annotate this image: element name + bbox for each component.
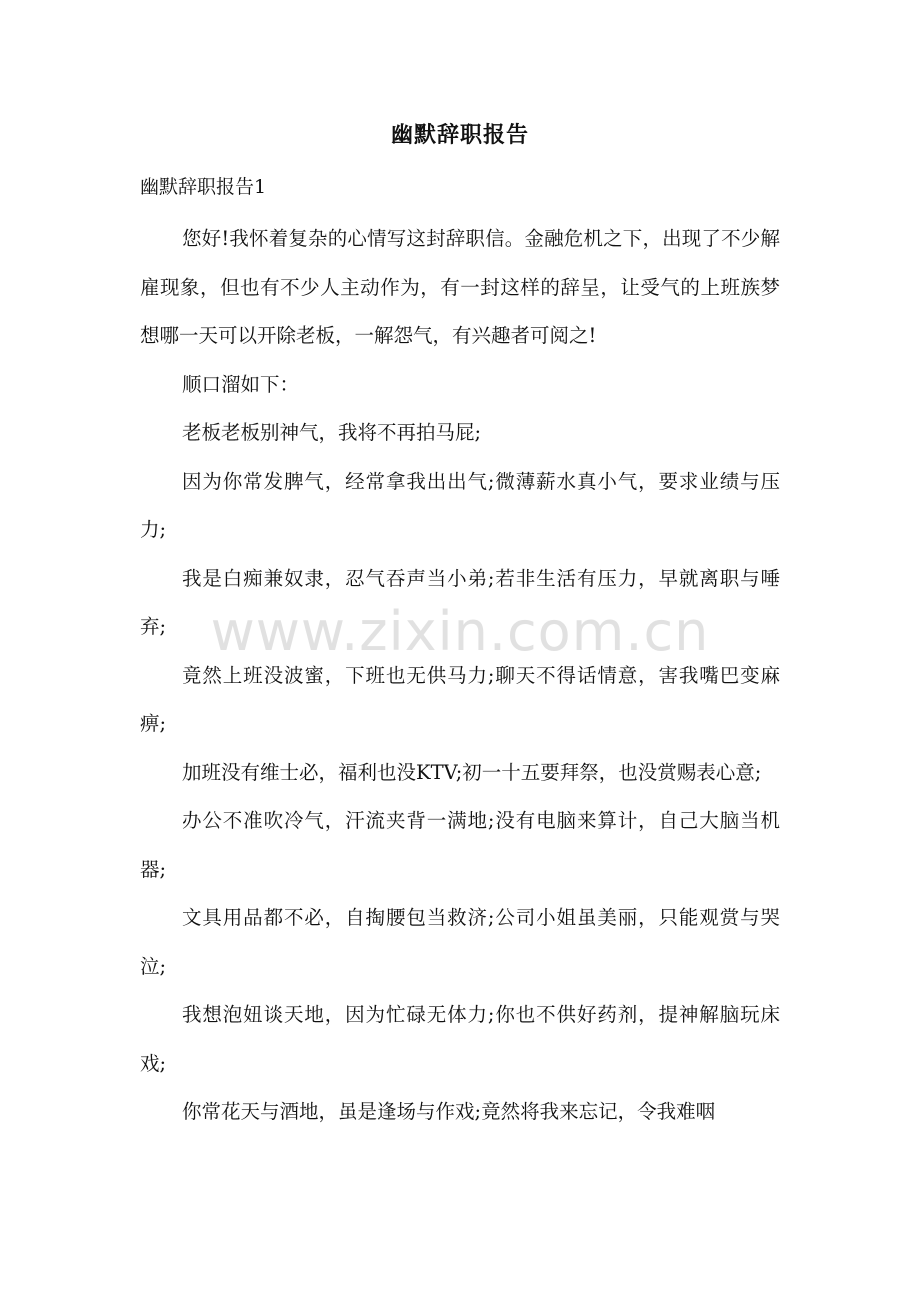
document-body xyxy=(140,215,780,1137)
paragraph: 竟然上班没波蜜，下班也无供马力;聊天不得话情意，害我嘴巴变麻痹; xyxy=(140,663,780,735)
document-subtitle: 幽默辞职报告1 xyxy=(140,176,267,198)
paragraph: 加班没有维士必，福利也没KTV;初一十五要拜祭，也没赏赐表心意; xyxy=(182,760,762,784)
paragraph: 办公不准吹冷气，汗流夹背一满地;没有电脑来算计，自己大脑当机器; xyxy=(140,809,780,881)
paragraph: 我是白痴兼奴隶，忍气吞声当小弟;若非生活有压力，早就离职与唾弃; xyxy=(140,566,780,638)
paragraph: 顺口溜如下： xyxy=(182,372,300,396)
paragraph: 文具用品都不必，自掏腰包当救济;公司小姐虽美丽，只能观赏与哭泣; xyxy=(140,906,780,978)
watermark: www.zixin.com.cn xyxy=(210,600,710,663)
document-title: 幽默辞职报告 xyxy=(390,122,529,148)
paragraph: 因为你常发脾气，经常拿我出出气;微薄薪水真小气，要求业绩与压力; xyxy=(140,469,780,541)
paragraph: 老板老板别神气，我将不再拍马屁; xyxy=(182,421,482,444)
paragraph: 我想泡妞谈天地，因为忙碌无体力;你也不供好药剂，提神解脑玩床戏; xyxy=(140,1003,780,1075)
paragraph: 你常花天与酒地，虽是逢场与作戏;竟然将我来忘记，令我难咽 xyxy=(182,1100,716,1123)
paragraph: 您好!我怀着复杂的心情写这封辞职信。金融危机之下，出现了不少解雇现象，但也有不少人主动作为，有一封这样的辞呈，让受气的上班族梦想哪一天可以开除老板，一解怨气，有兴趣者可阅之! xyxy=(140,227,780,347)
